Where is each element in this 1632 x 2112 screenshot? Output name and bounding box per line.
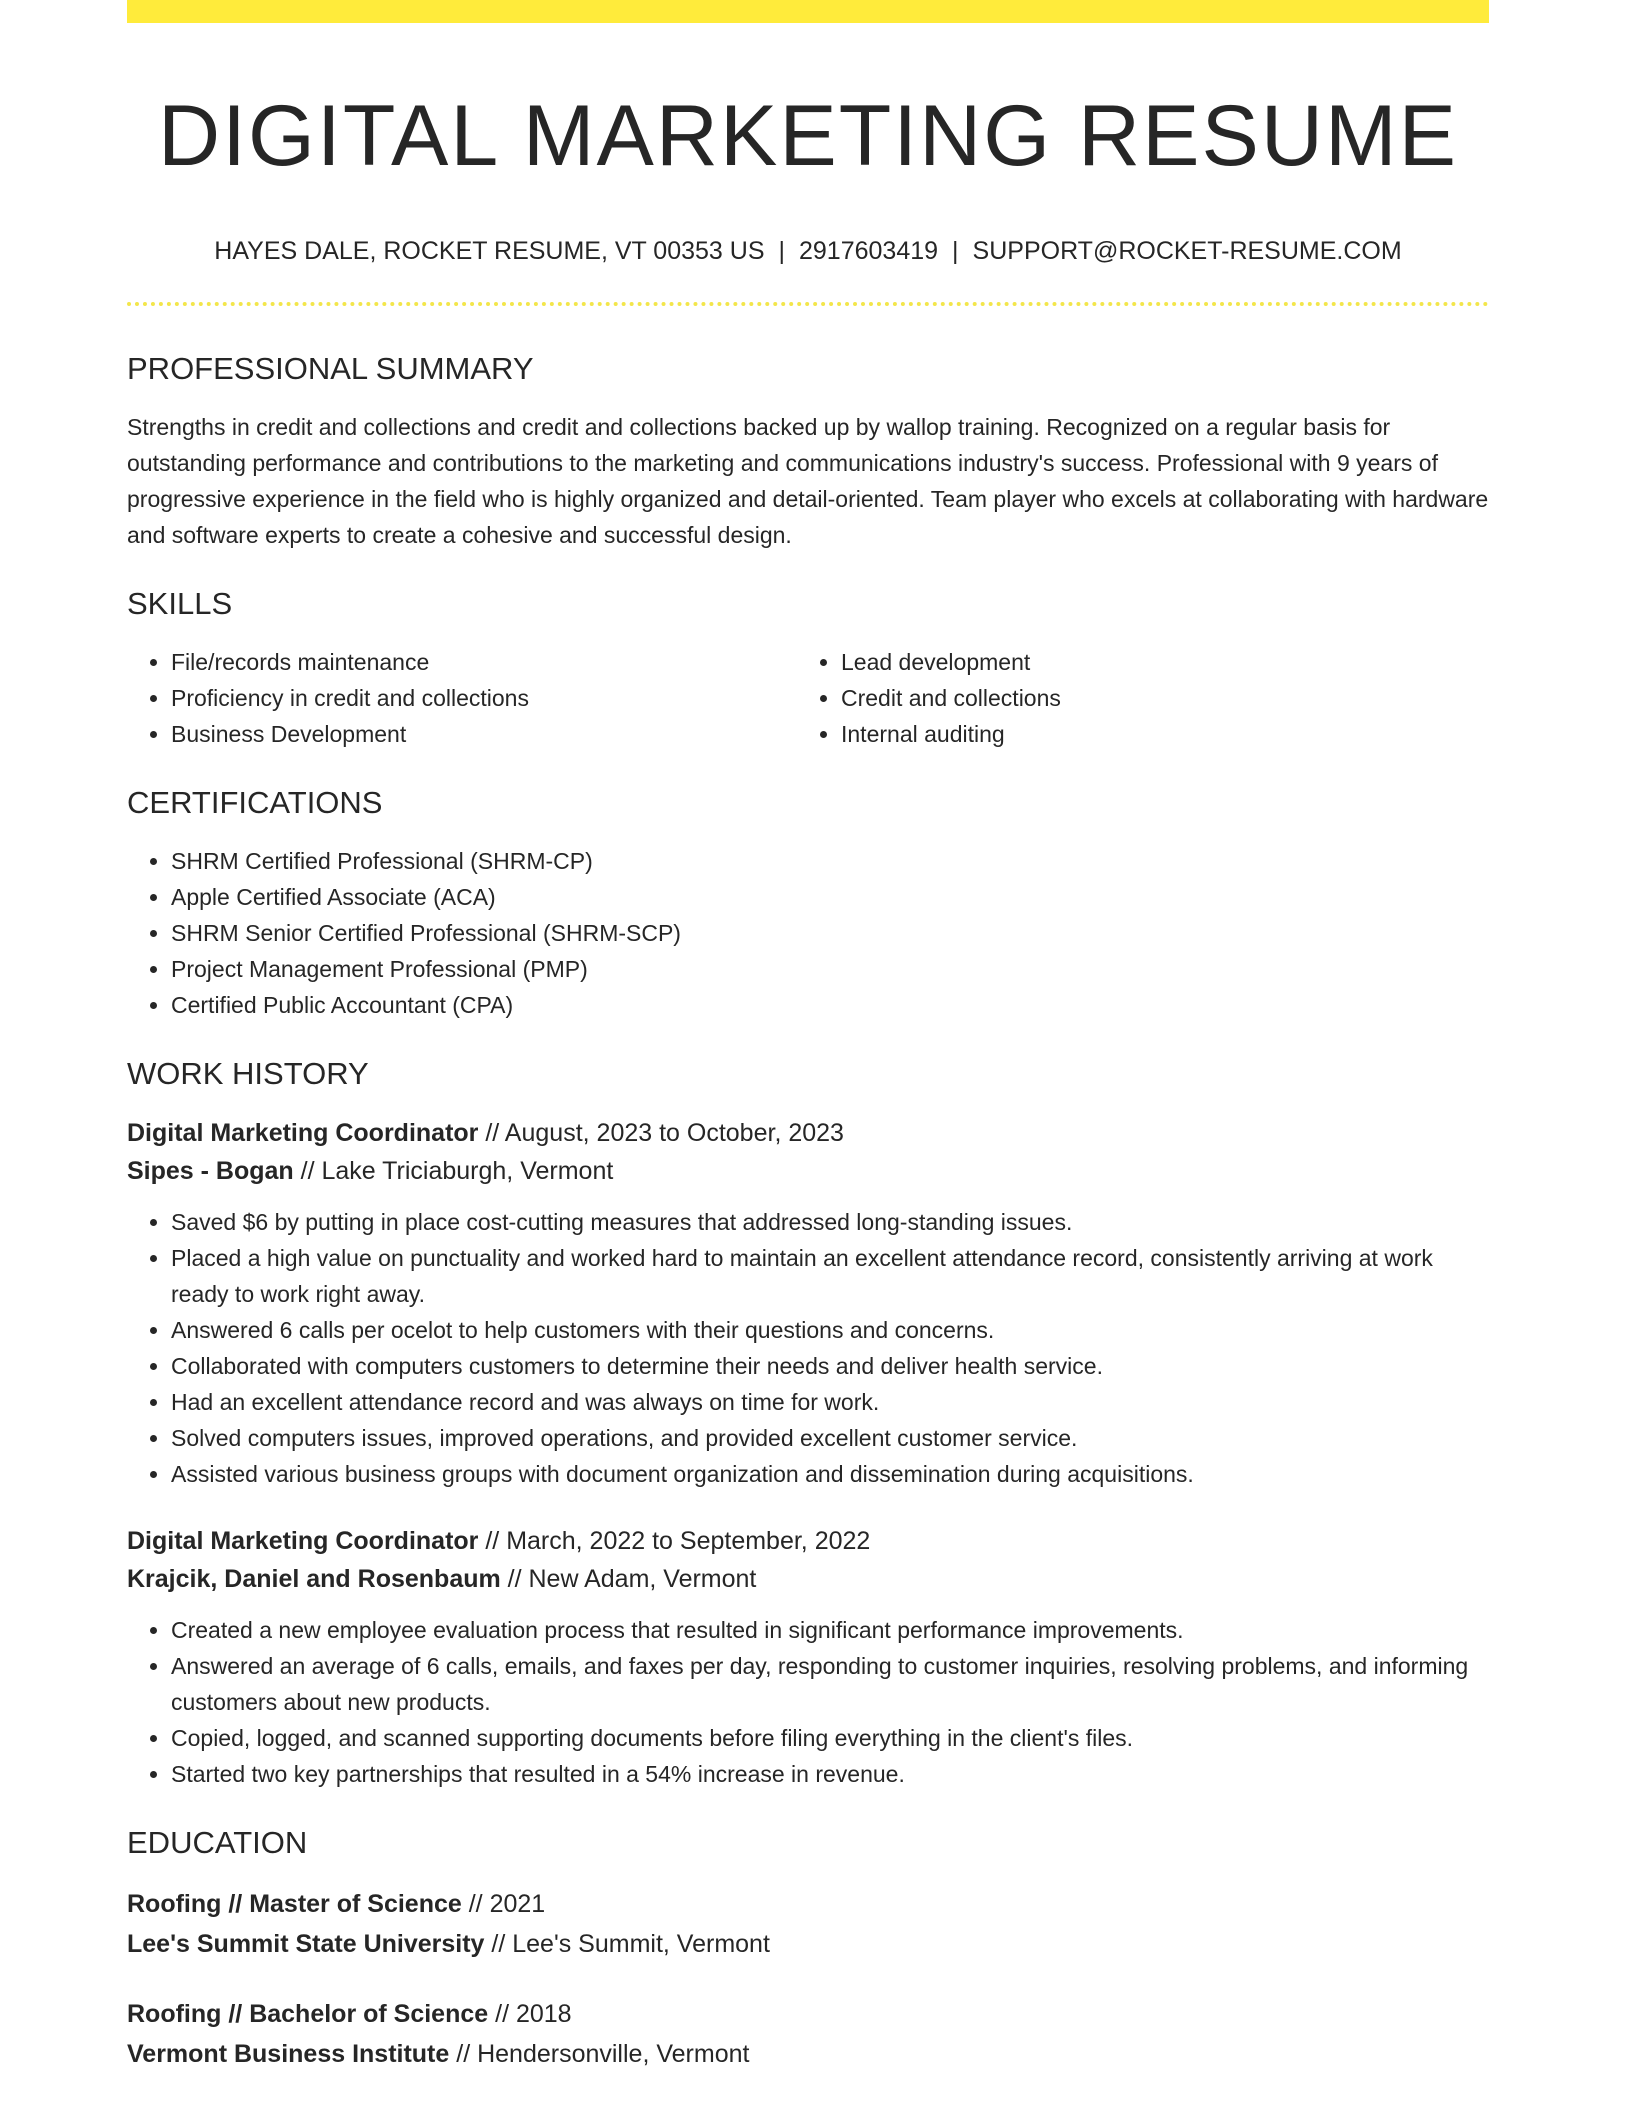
contact-line <box>127 236 1489 266</box>
education-degree: Roofing // Bachelor of Science <box>127 1999 489 2028</box>
certification-item: • SHRM Certified Professional (SHRM-CP) <box>171 843 1489 879</box>
job-bullet: • Answered 6 calls per ocelot to help customers with their questions and concerns. <box>171 1312 1489 1348</box>
skills-column-1 <box>127 644 797 752</box>
education-year: // 2021 <box>461 1889 546 1918</box>
job-bullet: • Had an excellent attendance record and was always on time for work. <box>171 1384 1489 1420</box>
certifications-list <box>127 843 1489 1023</box>
job-title: Digital Marketing Coordinator <box>127 1527 479 1556</box>
job-company-line <box>127 1560 1489 1598</box>
education-degree-line <box>127 1994 1489 2034</box>
contact-email: SUPPORT@ROCKET-RESUME.COM <box>972 236 1402 265</box>
job-bullet: • Saved $6 by putting in place cost-cutting measures that addressed long-standing issues. <box>171 1204 1489 1240</box>
education-school: Vermont Business Institute <box>127 2039 450 2068</box>
job-location: // Lake Triciaburgh, Vermont <box>293 1157 614 1186</box>
job-bullet: • Collaborated with computers customers to determine their needs and deliver health service. <box>171 1348 1489 1384</box>
skills-list <box>127 644 1489 752</box>
certification-item: • SHRM Senior Certified Professional (SHRM-SCP) <box>171 915 1489 951</box>
education-school: Lee's Summit State University <box>127 1929 485 1958</box>
summary-text: Strengths in credit and collections and credit and collections backed up by wallop training. Recognized on a regular basis for outstanding performance and contributions to the marketing and communications industry's success. Professional with 9 years of progressive experience in the field who is highly organized and detail-oriented. Team player who excels at collaborating with hardware and software experts to create a cohesive and successful design. <box>127 413 1489 548</box>
resume-page <box>127 0 1489 2074</box>
education-school-line <box>127 2034 1489 2074</box>
job-bullet: • Assisted various business groups with document organization and dissemination during acquisitions. <box>171 1456 1489 1492</box>
contact-address: HAYES DALE, ROCKET RESUME, VT 00353 US <box>214 236 765 265</box>
skills-heading: SKILLS <box>127 585 233 621</box>
education-heading: EDUCATION <box>127 1825 308 1861</box>
contact-separator: | <box>952 236 959 265</box>
job-bullet: • Answered an average of 6 calls, emails, and faxes per day, responding to customer inquiries, resolving problems, and informing customers about new products. <box>171 1648 1489 1720</box>
skill-item: • Business Development <box>171 716 797 752</box>
summary-heading: PROFESSIONAL SUMMARY <box>127 350 534 386</box>
certification-item: • Certified Public Accountant (CPA) <box>171 987 1489 1023</box>
skill-item: • Internal auditing <box>841 716 1397 752</box>
job-title: Digital Marketing Coordinator <box>127 1119 479 1148</box>
contact-phone: 2917603419 <box>799 236 939 265</box>
education-degree-line <box>127 1884 1489 1924</box>
resume-title: DIGITAL MARKETING RESUME <box>158 88 1458 184</box>
job-dates: // August, 2023 to October, 2023 <box>478 1119 844 1148</box>
job-title-line <box>127 1522 1489 1560</box>
job-company-line <box>127 1152 1489 1190</box>
education-entry <box>127 1884 1489 1964</box>
contact-separator: | <box>778 236 785 265</box>
job-entry <box>127 1114 1489 1492</box>
education-school-line <box>127 1924 1489 1964</box>
certification-item: • Apple Certified Associate (ACA) <box>171 879 1489 915</box>
accent-top-bar <box>127 0 1489 23</box>
education-year: // 2018 <box>488 1999 572 2028</box>
work-history-heading: WORK HISTORY <box>127 1056 369 1092</box>
certification-item: • Project Management Professional (PMP) <box>171 951 1489 987</box>
education-location: // Hendersonville, Vermont <box>449 2039 750 2068</box>
job-bullets <box>127 1612 1489 1792</box>
job-title-line <box>127 1114 1489 1152</box>
job-company: Sipes - Bogan <box>127 1157 294 1186</box>
job-bullet: • Solved computers issues, improved operations, and provided excellent customer service. <box>171 1420 1489 1456</box>
job-bullet: • Placed a high value on punctuality and worked hard to maintain an excellent attendance record, consistently arriving at work ready to work right away. <box>171 1240 1489 1312</box>
job-company: Krajcik, Daniel and Rosenbaum <box>127 1565 501 1594</box>
skills-column-2 <box>797 644 1397 752</box>
job-bullet: • Created a new employee evaluation process that resulted in significant performance improvements. <box>171 1612 1489 1648</box>
job-dates: // March, 2022 to September, 2022 <box>478 1527 871 1556</box>
job-bullets <box>127 1204 1489 1492</box>
job-entry <box>127 1522 1489 1792</box>
skill-item: • Lead development <box>841 644 1397 680</box>
certifications-heading: CERTIFICATIONS <box>127 784 383 820</box>
job-bullet: • Started two key partnerships that resulted in a 54% increase in revenue. <box>171 1756 1489 1792</box>
skill-item: • File/records maintenance <box>171 644 797 680</box>
education-degree: Roofing // Master of Science <box>127 1889 462 1918</box>
education-entry <box>127 1994 1489 2074</box>
dotted-divider <box>127 302 1489 306</box>
education-location: // Lee's Summit, Vermont <box>484 1929 770 1958</box>
job-bullet: • Copied, logged, and scanned supporting documents before filing everything in the client's files. <box>171 1720 1489 1756</box>
skill-item: • Proficiency in credit and collections <box>171 680 797 716</box>
job-location: // New Adam, Vermont <box>500 1565 757 1594</box>
skill-item: • Credit and collections <box>841 680 1397 716</box>
